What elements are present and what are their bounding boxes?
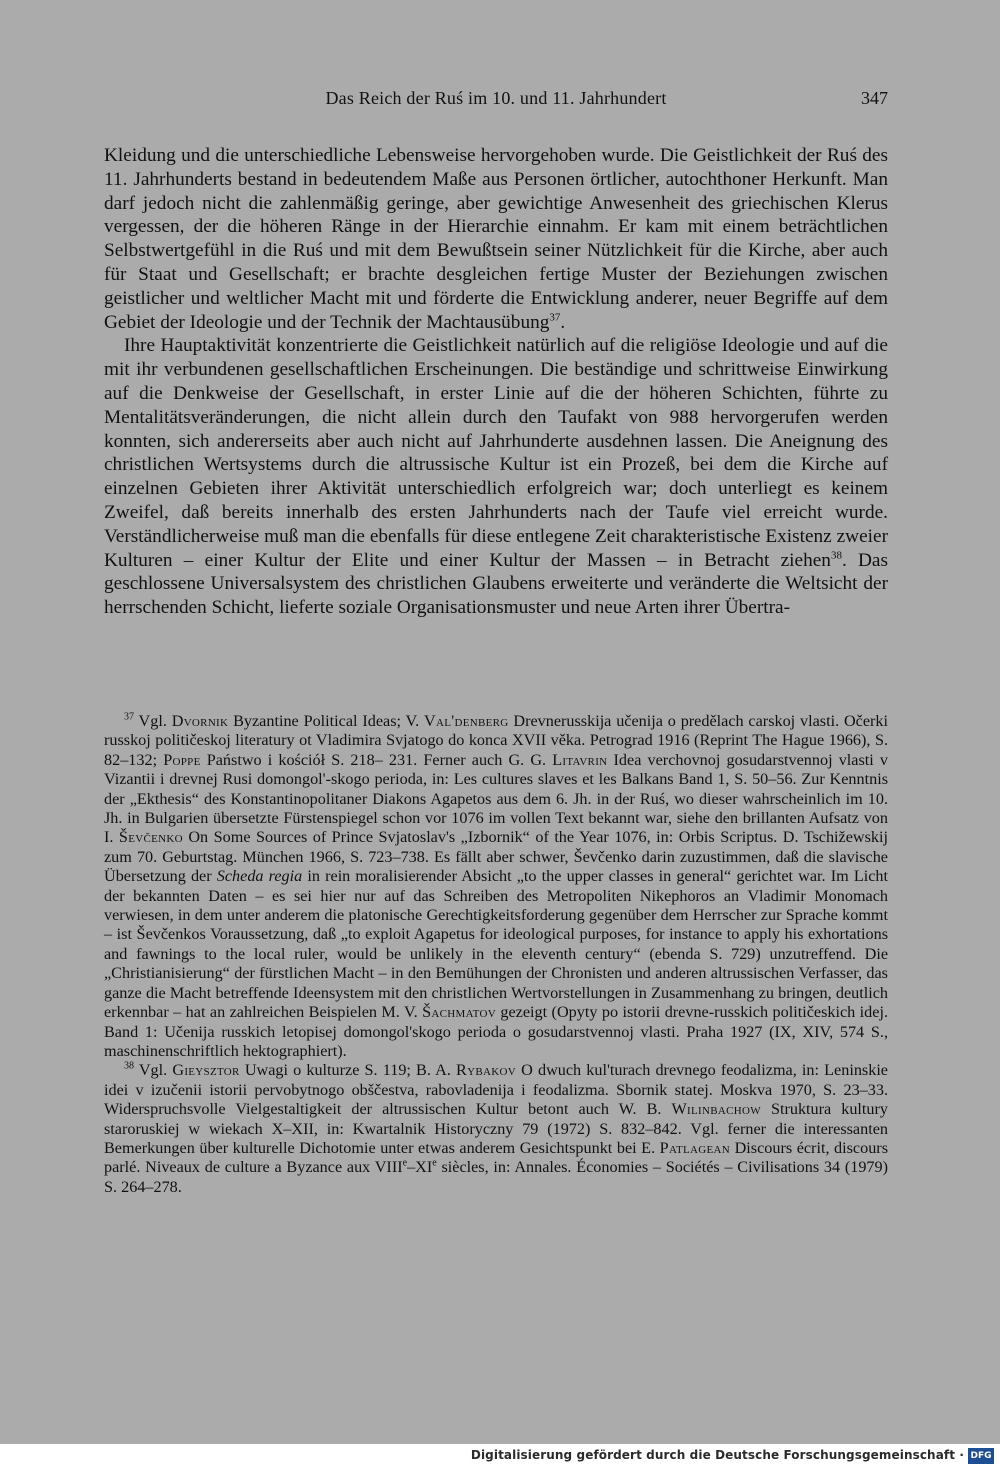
author-name: Poppe — [163, 750, 201, 769]
footnote-number: 37 — [124, 711, 134, 723]
author-name: Rybakov — [456, 1061, 516, 1080]
footnote-number: 38 — [124, 1060, 134, 1072]
main-text — [104, 144, 888, 620]
author-name: Wilinbachow — [671, 1100, 761, 1119]
page-number: 347 — [861, 88, 888, 108]
page-header — [104, 88, 888, 116]
footnote-ref-38: 38 — [830, 549, 842, 562]
author-name: Patlagean — [659, 1138, 731, 1157]
footnotes — [104, 712, 888, 1197]
running-title: Das Reich der Ruś im 10. und 11. Jahrhundert — [325, 88, 667, 108]
author-name: Litavrin — [552, 750, 608, 769]
footnote-ref-37: 37 — [549, 311, 561, 324]
paragraph-1: Kleidung und die unterschiedliche Lebensweise hervorgehoben wurde. Die Geistlichkeit der Ruś des 11. Jahrhunderts bestand in bedeutendem Maße aus Personen örtlicher, autochthoner Herkunft. Man darf jedoch nicht die zahlenmäßig geringe, aber gewichtige Anwesenheit des griechischen Klerus vergessen, der die höheren Ränge in der Hierarchie einnahm. Er kam mit einem beträchtlichen Selbstwertgefühl in die Ruś und mit dem Bewußtsein seiner Nützlichkeit für die Kirche, aber auch für Staat und Gesellschaft; er brachte desgleichen fertige Muster der Beziehungen zwischen geistlicher und weltlicher Macht mit und förderte die Entwicklung anderer, neuer Begriffe auf dem Gebiet der Ideologie und der Technik der Machtausübung$^{37}$. — [104, 145, 888, 333]
author-name: Dvornik — [171, 712, 229, 730]
italic-title: Scheda regia — [216, 867, 303, 886]
digitization-footer — [0, 1444, 1000, 1470]
author-name: Gieysztor — [172, 1061, 240, 1080]
paragraph-2: Ihre Hauptaktivität konzentrierte die Geistlichkeit natürlich auf die religiöse Ideologie und auf die mit ihr verbundenen gesellschaftlichen Erscheinungen. Die beständige und schrittweise Einwirkung auf die Denkweise der Gesellschaft, in erster Linie auf die der höheren Schichten, führte zu Mentalitätsveränderungen, die nicht allein durch den Taufakt von 988 hervorgerufen werden konnten, sich andererseits aber auch nicht auf Jahrhunderte ausdehnen lassen. Die Aneignung des christlichen Wertsystems durch die altrussische Kultur ist ein Prozeß, bei dem die Kirche auf einzelnen Gebieten ihrer Aktivität unterschiedlich erfolgreich war; doch unterliegt es keinem Zweifel, daß bereits innerhalb des ersten Jahrhunderts nach der Taufe viel erreicht wurde. Verständlicherweise muß man die ebenfalls für diese entlegene Zeit charakteristische Existenz zweier Kulturen – einer Kultur der Elite und einer Kultur der Massen – in Betracht ziehen$^{38}$. Das geschlossene Universalsystem des christlichen Glaubens erweiterte und veränderte die Weltsicht der herrschenden Schicht, lieferte soziale Organisationsmuster und neue Arten ihrer Übertra- — [104, 335, 888, 619]
footnote-37: $^{37}$ Vgl. Dvornik Byzantine Political Ideas; V. Val'denberg Drevnerusskija učenija o predělach carskoj vlasti. Očerki russkoj političeskoj literatury ot Vladimira Svjatogo do konca XVII věka. Petrograd 1916 (Reprint The Hague 1966), S. 82–132; Poppe Państwo i kościół S. 218– 231. Ferner auch G. G. Litavrin Idea verchovnoj gosudarstvennoj vlasti v Vizantii i drevnej Rusi domongol'-skogo perioda, in: Les cultures slaves et les Balkans Band 1, S. 50–56. Zur Kenntnis der „Ekthesis“ des Konstantinopolitaner Diakons Agapetos aus dem 6. Jh. in der Ruś, wo dieser wahrscheinlich im 10. Jh. in Bulgarien übersetzte Fürstenspiegel schon vor 1076 im vollen Text bekannt war, siehe den brillanten Aufsatz von I. Ševčenko On Some Sources of Prince Svjatoslav's „Izbornik“ of the Year 1076, in: Orbis Scriptus. D. Tschižewskij zum 70. Geburtstag. München 1966, S. 723–738. Es fällt aber schwer, Ševčenko darin zuzustimmen, daß die slavische Übersetzung der Scheda regia in rein moralisierender Absicht „to the upper classes in general“ gerichtet war. Im Licht der bekannten Daten – es sei hier nur auf das Schreiben des Metropoliten Nikephoros an Vladimir Monomach verwiesen, in dem unter anderem die platonische Gerechtigkeitsforderung gegenüber dem Herrscher zur Sprache kommt – ist Ševčenkos Voraussetzung, daß „to exploit Agapetus for ideological purposes, for instance to apply his exhortations and fawnings to the local ruler, would be unlikely in the eleventh century“ (ebenda S. 729) unzutreffend. Die „Christianisierung“ der fürstlichen Macht – in den Bemühungen der Chronisten und anderen altrussischen Verfasser, das ganze die Macht betreffende Ideensystem mit den christlichen Wertvorstellungen in Zusammenhang zu bringen, deutlich erkennbar – hat an zahlreichen Beispielen M. V. Šachmatov gezeigt (Opyty po istorii drevne-russkich političeskich idej. Band 1: Učenija russkich letopisej domongol'skogo perioda o gosudarstvennoj vlasti. Praha 1927 (IX, XIV, 574 S., maschinenschriftlich hektographiert). — [104, 711, 889, 1060]
dfg-logo: DFG — [968, 1448, 994, 1464]
author-name: Val'denberg — [424, 712, 509, 730]
author-name: Šachmatov — [422, 1003, 496, 1022]
author-name: Ševčenko — [118, 828, 183, 847]
footnote-38: $^{38}$ Vgl. Gieysztor Uwagi o kulturze S. 119; B. A. Rybakov O dwuch kul'turach drevnego feodalizma, in: Leninskie idei v izučenii istorii pervobytnogo obščestva, rabovladenija i feodalizma. Sbornik statej. Moskva 1970, S. 23–33. Widerspruchsvolle Vielgestaltigkeit der altrussischen Kultur betont auch W. B. Wilinbachow Struktura kultury staroruskiej w wiekach X–XII, in: Kwartalnik Historyczny 79 (1972) S. 832–842. Vgl. ferner die interessanten Bemerkungen über kulturelle Dichotomie unter etwas anderem Gesichtspunkt bei E. Patlagean Discours écrit, discours parlé. Niveaux de culture a Byzance aux VIIIe–XIe siècles, in: Annales. Économies – Sociétés – Civilisations 34 (1979) S. 264–278. — [104, 1060, 888, 1196]
funding-note: Digitalisierung gefördert durch die Deutsche Forschungsgemeinschaft · — [470, 1448, 964, 1462]
